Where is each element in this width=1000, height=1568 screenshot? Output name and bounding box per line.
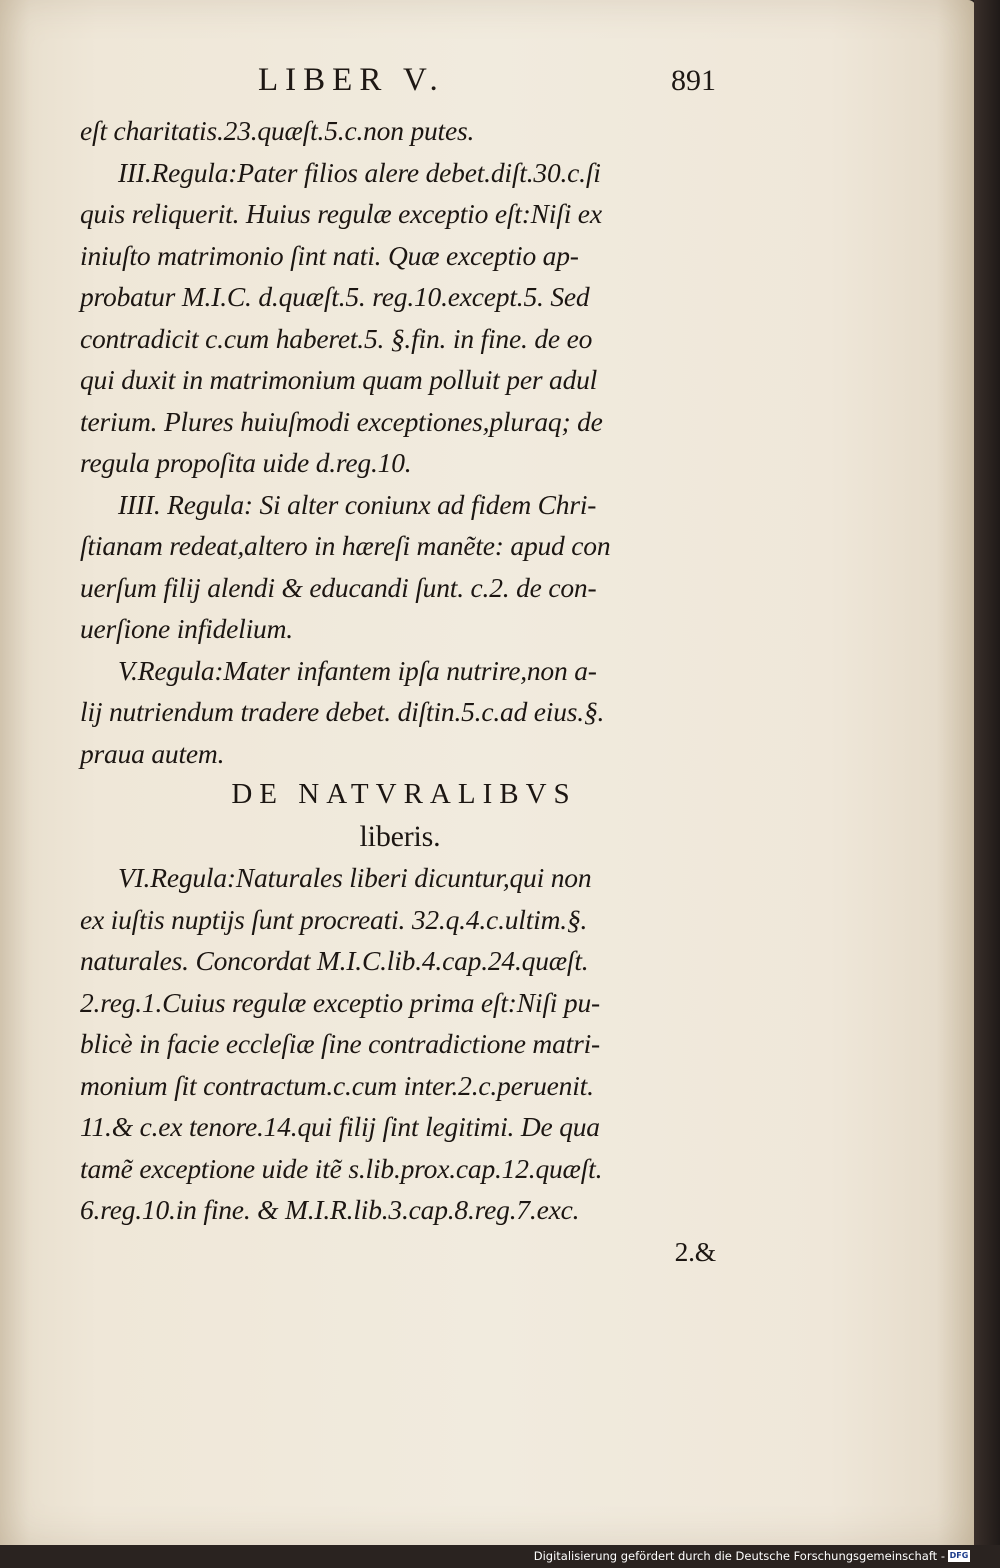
text-line: 2.reg.1.Cuius regulæ exceptio prima eſt:Niſi pu- xyxy=(80,986,600,1018)
text-line: III.Regula:Pater filios alere debet.diſt.30.c.ſi xyxy=(118,156,601,188)
text-line: IIII. Regula: Si alter coniunx ad fidem Chri- xyxy=(118,488,597,520)
text-line: quis reliquerit. Huius regulæ exceptio eſt:Niſi ex xyxy=(80,198,602,229)
running-head xyxy=(80,62,720,106)
text-line: lij nutriendum tradere debet. diſtin.5.c.ad eius.§. xyxy=(80,696,605,727)
text-line: uerſione infidelium. xyxy=(80,613,293,644)
text-line: iniuſto matrimonio ſint nati. Quæ exceptio ap- xyxy=(80,239,579,271)
body-text xyxy=(80,110,720,1272)
text-line: uerſum filij alendi & educandi ſunt. c.2. de con- xyxy=(80,571,597,603)
section-heading: DE NATVRALIBVS xyxy=(231,778,577,810)
section-subheading: liberis. xyxy=(359,819,441,853)
digitization-credit xyxy=(534,1547,970,1565)
text-line: probatur M.I.C. d.quæſt.5. reg.10.except.5. Sed xyxy=(80,281,590,312)
text-line: ſtianam redeat,altero in hæreſi manẽte: apud con xyxy=(80,530,611,561)
page-edge xyxy=(974,0,1000,1568)
text-line: tamẽ exceptione uide itẽ s.lib.prox.cap.12.quæſt. xyxy=(80,1152,603,1184)
text-line: blicè in facie eccleſiæ ſine contradictione matri- xyxy=(80,1028,600,1059)
running-title: LIBER V. xyxy=(258,62,445,98)
text-line: naturales. Concordat M.I.C.lib.4.cap.24.quæſt. xyxy=(80,945,589,976)
text-line: contradicit c.cum haberet.5. §.fin. in fine. de eo xyxy=(80,322,593,354)
credit-text: Digitalisierung gefördert durch die Deutsche Forschungsgemeinschaft - xyxy=(533,1549,945,1563)
text-line: praua autem. xyxy=(80,737,225,769)
page-number: 891 xyxy=(671,64,716,97)
text-line: monium ſit contractum.c.cum inter.2.c.peruenit. xyxy=(80,1069,594,1101)
text-line: ex iuſtis nuptijs ſunt procreati. 32.q.4.c.ultim.§. xyxy=(80,903,588,935)
text-line: V.Regula:Mater infantem ipſa nutrire,non a- xyxy=(118,654,597,686)
text-line: eſt charitatis.23.quæſt.5.c.non putes. xyxy=(80,115,475,146)
catchword: 2.& xyxy=(674,1235,716,1267)
dfg-logo: DFG xyxy=(949,1551,969,1560)
text-line: VI.Regula:Naturales liberi dicuntur,qui non xyxy=(118,862,592,893)
text-line: 6.reg.10.in fine. & M.I.R.lib.3.cap.8.reg.7.exc. xyxy=(80,1194,580,1225)
text-line: terium. Plures huiuſmodi exceptiones,pluraq; de xyxy=(80,405,603,437)
text-line: regula propoſita uide d.reg.10. xyxy=(80,447,412,478)
text-line: qui duxit in matrimonium quam polluit per adul xyxy=(80,364,598,395)
text-line: 11.& c.ex tenore.14.qui filij ſint legitimi. De qua xyxy=(80,1111,600,1142)
